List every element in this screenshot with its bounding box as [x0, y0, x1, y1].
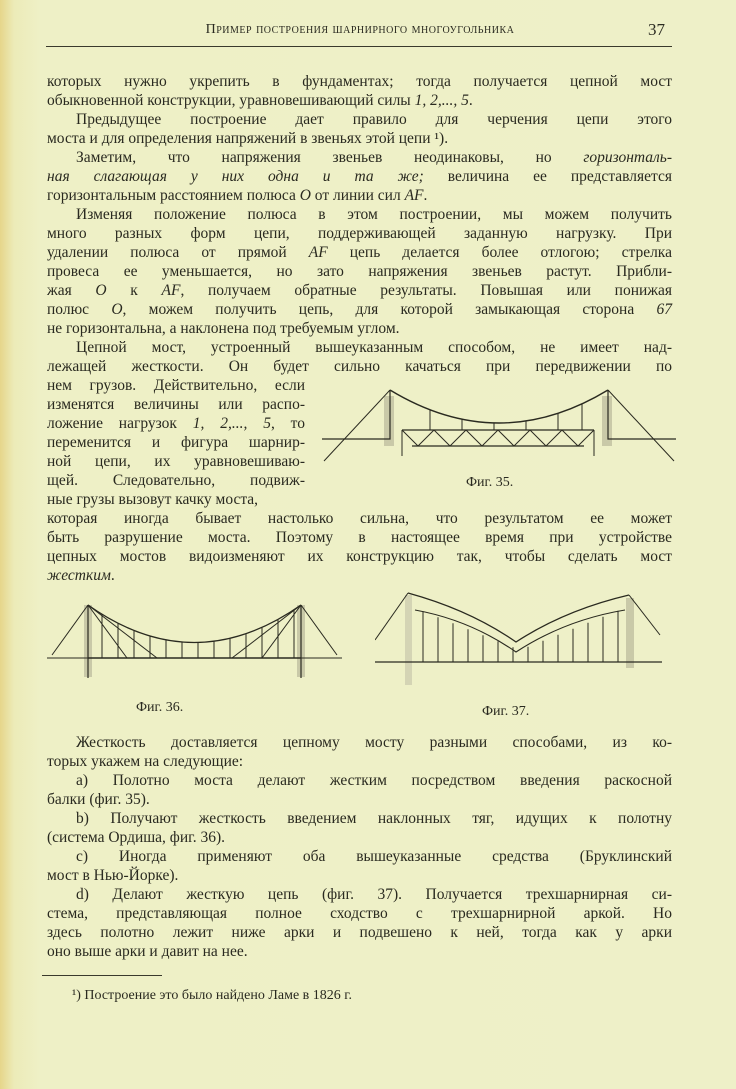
text-line — [47, 490, 305, 509]
text-run: , то — [270, 415, 306, 432]
truss-diagonal — [530, 430, 546, 446]
text-line — [47, 452, 305, 471]
text-line — [47, 186, 672, 205]
text-line — [47, 319, 672, 338]
text-line — [47, 357, 672, 376]
text-run: Цепной мост, устроенный вышеуказанным способом, не имеет над- — [76, 339, 672, 356]
text-run: , можем получить цепь, для которой замыкающая сторона — [122, 301, 657, 318]
italic-run: AF — [308, 244, 328, 261]
text-run: которых нужно укрепить в фундаментах; тогда получается цепной мост — [47, 73, 672, 90]
figure-36-ordish-bridge — [47, 600, 342, 682]
text-run: моста и для определения напряжений в звеньях этой цепи ¹). — [47, 130, 449, 147]
text-run: цепных мостов видоизменяют их конструкцию так, чтобы сделать мост — [47, 548, 672, 565]
truss-diagonal — [578, 430, 594, 446]
text-run: ложение нагрузок — [47, 415, 193, 432]
text-run: . — [468, 92, 473, 109]
truss-diagonal — [482, 430, 498, 446]
text-run: лежащей жесткости. Он будет сильно качаться при передвижении по — [47, 358, 672, 375]
text-line — [47, 471, 305, 490]
text-run: ные грузы вызовут качку моста, — [47, 491, 259, 508]
truss-diagonal — [402, 430, 418, 446]
text-line — [47, 942, 672, 961]
text-run: изменятся величины или распо- — [47, 396, 305, 413]
text-line — [47, 414, 305, 433]
text-run: Предыдущее построение дает правило для черчения цепи этого — [76, 111, 672, 128]
text-run: , получаем обратные результаты. Повышая или понижая — [180, 282, 673, 299]
italic-run: O — [111, 301, 123, 318]
italic-run: 1, 2,..., 5 — [192, 415, 271, 432]
truss-diagonal — [434, 430, 450, 446]
text-line — [47, 129, 672, 148]
text-line — [47, 281, 672, 300]
text-run: здесь полотно лежит ниже арки и подвешено к ней, тогда как у арки — [47, 924, 672, 941]
truss-diagonal — [546, 430, 562, 446]
text-line — [47, 885, 672, 904]
figure-35-bridge-truss — [322, 386, 676, 468]
text-line — [47, 433, 305, 452]
running-title: Пример построения шарнирного многоугольника — [205, 22, 515, 37]
text-line — [47, 376, 305, 395]
italic-run: AF — [404, 187, 424, 204]
text-line — [47, 547, 672, 566]
italic-run: горизонталь- — [583, 149, 672, 166]
text-run: торых укажем на следующие: — [47, 753, 244, 770]
figure-36-caption: Фиг. 36. — [136, 700, 184, 715]
text-run: стема, представляющая полное сходство с трехшарнирной аркой. Но — [47, 905, 672, 922]
page-number: 37 — [648, 20, 665, 39]
text-line — [47, 167, 672, 186]
text-run: полюс — [47, 301, 112, 318]
text-line — [47, 300, 672, 319]
text-run: цепь делается более отлогою; стрелка — [327, 244, 672, 261]
stay — [262, 605, 301, 658]
text-line — [47, 72, 672, 91]
text-line — [47, 847, 672, 866]
text-run: Изменяя положение полюса в этом построении, мы можем получить — [76, 206, 672, 223]
figure-37-stiffened-chain-bridge — [375, 590, 662, 692]
text-line — [47, 395, 305, 414]
text-run: d) Делают жесткую цепь (фиг. 37). Получается трехшарнирная си- — [76, 886, 672, 903]
text-line — [47, 205, 672, 224]
text-run: от линии сил — [310, 187, 405, 204]
truss-diagonal — [450, 430, 466, 446]
text-run: балки (фиг. 35). — [47, 791, 150, 808]
header-rule — [46, 46, 672, 47]
text-run: не горизонтальна, а наклонена под требуемым углом. — [47, 320, 400, 337]
text-line — [47, 528, 672, 547]
truss-diagonal — [498, 430, 514, 446]
text-line — [47, 262, 672, 281]
stay — [88, 605, 157, 658]
text-run: c) Иногда применяют оба вышеуказанные средства (Бруклинский — [76, 848, 672, 865]
italic-run: O — [95, 282, 107, 299]
text-run: обыкновенной конструкции, уравновешивающий силы — [47, 92, 415, 109]
italic-run: 1, 2,..., 5 — [414, 92, 469, 109]
figure-35-caption: Фиг. 35. — [466, 475, 514, 490]
text-run: которая иногда бывает настолько сильна, что результатом ее может — [47, 510, 672, 527]
truss-diagonal — [514, 430, 530, 446]
text-run: (система Ордиша, фиг. 36). — [47, 829, 226, 846]
text-line — [47, 771, 672, 790]
text-line — [47, 224, 672, 243]
truss-diagonal — [562, 430, 578, 446]
body-text-bottom — [47, 733, 672, 961]
truss-diagonal — [418, 430, 434, 446]
text-run: ной цепи, их уравновешиваю- — [47, 453, 305, 470]
italic-run: AF — [161, 282, 181, 299]
text-run: много разных форм цепи, поддерживающей заданную нагрузку. При — [47, 225, 672, 242]
figure-37-caption: Фиг. 37. — [482, 704, 530, 719]
text-run: мост в Нью-Йорке). — [47, 867, 179, 884]
text-run: величина ее представляется — [423, 168, 672, 185]
text-line — [47, 91, 672, 110]
text-line — [47, 790, 672, 809]
text-line — [47, 509, 672, 528]
text-run: щей. Следовательно, подвиж- — [47, 472, 305, 489]
text-run: быть разрушение моста. Поэтому в настоящее время при устройстве — [47, 529, 672, 546]
text-line — [47, 828, 672, 847]
stay — [88, 605, 127, 658]
stay — [232, 605, 301, 658]
italic-run: ная слагающая у них одна и та же; — [47, 168, 424, 185]
text-line — [47, 866, 672, 885]
body-text-top — [47, 72, 672, 585]
text-line — [47, 243, 672, 262]
italic-run: 67 — [656, 301, 672, 318]
text-run: горизонтальным расстоянием полюса — [47, 187, 300, 204]
text-line — [47, 752, 672, 771]
footnote: ¹) Построение это было найдено Ламе в 1826 г. — [72, 988, 352, 1003]
text-run: удалении полюса от прямой — [47, 244, 309, 261]
text-line — [47, 809, 672, 828]
truss-diagonal — [466, 430, 482, 446]
text-run: оно выше арки и давит на нее. — [47, 943, 248, 960]
text-line — [47, 904, 672, 923]
text-run: провеса ее уменьшается, но зато напряжения звеньев растут. Прибли- — [47, 263, 672, 280]
text-line — [47, 148, 672, 167]
text-run: к — [106, 282, 162, 299]
text-line — [47, 923, 672, 942]
text-line — [47, 733, 672, 752]
text-line — [47, 566, 672, 585]
italic-run: жестким — [47, 567, 111, 584]
text-run: Заметим, что напряжения звеньев неодинаковы, но — [76, 149, 584, 166]
text-run: жая — [47, 282, 96, 299]
text-line — [47, 110, 672, 129]
text-run: b) Получают жесткость введением наклонных тяг, идущих к полотну — [76, 810, 672, 827]
italic-run: O — [299, 187, 311, 204]
text-run: переменится и фигура шарнир- — [47, 434, 305, 451]
text-run: . — [423, 187, 428, 204]
footnote-rule — [42, 975, 162, 976]
text-run: a) Полотно моста делают жестким посредством введения раскосной — [76, 772, 672, 789]
text-run: нем грузов. Действительно, если — [47, 377, 305, 394]
text-line — [47, 338, 672, 357]
text-run: . — [110, 567, 115, 584]
text-run: Жесткость доставляется цепному мосту разными способами, из ко- — [76, 734, 672, 751]
